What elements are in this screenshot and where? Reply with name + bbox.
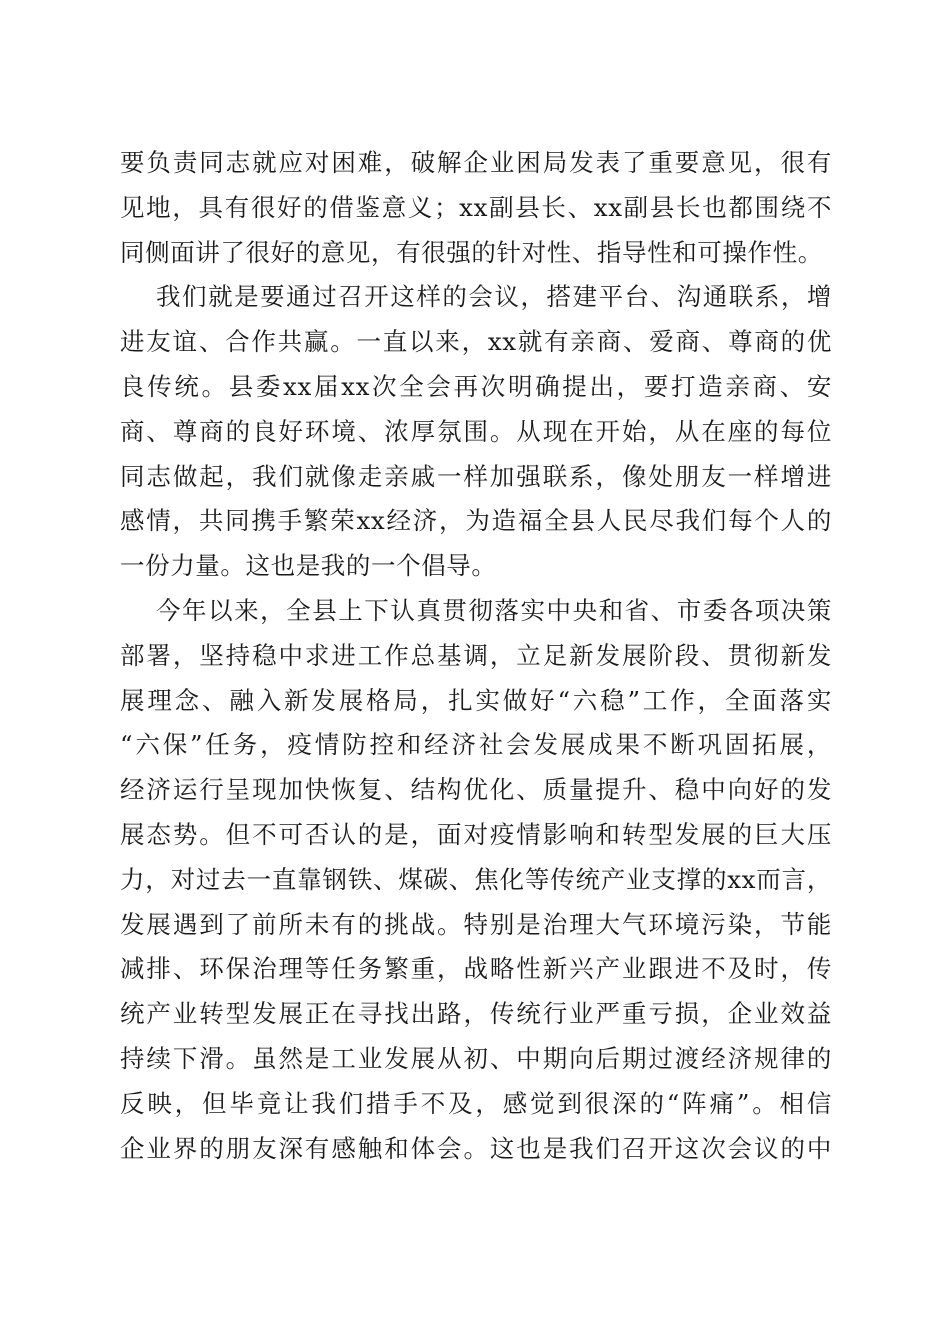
text-line: 展理念、融入新发展格局，扎实做好“六稳”工作，全面落实: [120, 685, 832, 715]
paragraph-first-line: 今年以来，全县上下认真贯彻落实中央和省、市委各项决策: [156, 595, 832, 625]
text-line: 要负责同志就应对困难，破解企业困局发表了重要意见，很有: [120, 148, 832, 177]
text-line: 感情，共同携手繁荣xx经济，为造福全县人民尽我们每个人的: [120, 506, 832, 536]
text-line: “六保”任务，疫情防控和经济社会发展成果不断巩固拓展，: [120, 730, 832, 760]
text-line: 见地，具有很好的借鉴意义；xx副县长、xx副县长也都围绕不: [120, 192, 832, 222]
text-line: 发展遇到了前所未有的挑战。特别是治理大气环境污染，节能: [120, 909, 832, 939]
document-body: [120, 141, 832, 1171]
paragraph-first-line: 我们就是要通过召开这样的会议，搭建平台、沟通联系，增: [156, 282, 832, 312]
text-line: 反映，但毕竟让我们措手不及，感觉到很深的“阵痛”。相信: [120, 1088, 832, 1118]
text-line: 持续下滑。虽然是工业发展从初、中期向后期过渡经济规律的: [120, 1043, 832, 1073]
text-line: 展态势。但不可否认的是，面对疫情影响和转型发展的巨大压: [120, 819, 832, 849]
text-line: 力，对过去一直靠钢铁、煤碳、焦化等传统产业支撑的xx而言，: [120, 864, 832, 894]
text-line: 一份力量。这也是我的一个倡导。: [120, 551, 497, 581]
text-line: 商、尊商的良好环境、浓厚氛围。从现在开始，从在座的每位: [120, 416, 832, 446]
text-line: 经济运行呈现加快恢复、结构优化、质量提升、稳中向好的发: [120, 775, 832, 805]
text-line: 同侧面讲了很好的意见，有很强的针对性、指导性和可操作性。: [120, 237, 823, 267]
text-line: 同志做起，我们就像走亲戚一样加强联系，像处朋友一样增进: [120, 461, 832, 491]
text-line: 企业界的朋友深有感触和体会。这也是我们召开这次会议的中: [120, 1133, 832, 1163]
text-line: 减排、环保治理等任务繁重，战略性新兴产业跟进不及时，传: [120, 954, 832, 984]
text-line: 良传统。县委xx届xx次全会再次明确提出，要打造亲商、安: [120, 371, 832, 401]
text-line: 部署，坚持稳中求进工作总基调，立足新发展阶段、贯彻新发: [120, 640, 832, 670]
text-line: 进友谊、合作共赢。一直以来，xx就有亲商、爱商、尊商的优: [120, 327, 832, 357]
text-line: 统产业转型发展正在寻找出路，传统行业严重亏损，企业效益: [120, 999, 832, 1029]
